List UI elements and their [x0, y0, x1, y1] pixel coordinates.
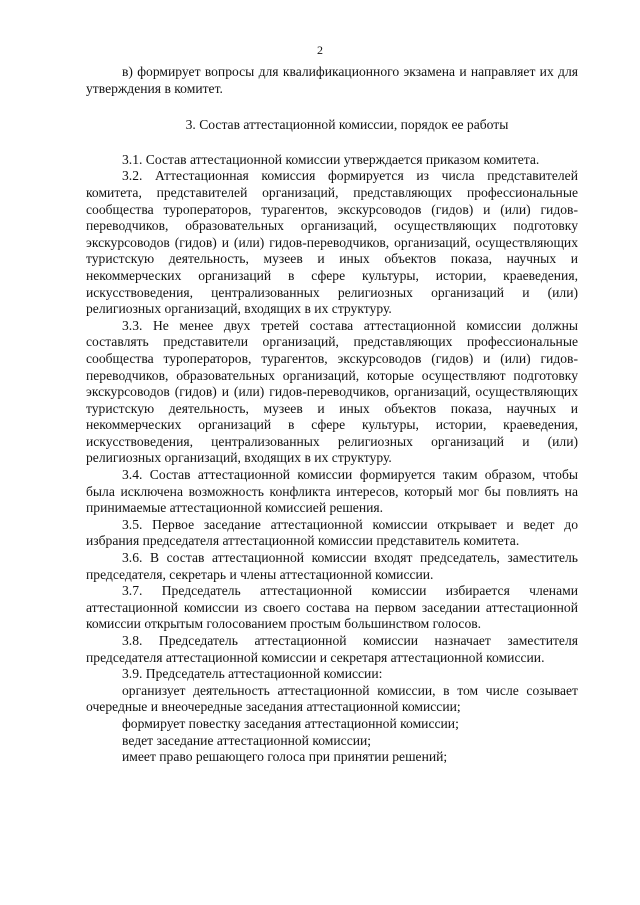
chairman-duty-item: организует деятельность аттестационной комиссии, в том числе созывает очередные и внеочередные заседания аттестационной комиссии;: [86, 682, 578, 715]
paragraph-3-7: 3.7. Председатель аттестационной комиссии избирается членами аттестационной комиссии из своего состава на первом заседании аттестационной комиссии открытым голосованием простым большинством голосов.: [86, 583, 578, 632]
chairman-duty-item: формирует повестку заседания аттестационной комиссии;: [122, 715, 459, 731]
paragraph-3-2: 3.2. Аттестационная комиссия формируется из числа представителей комитета, представителей организаций, представляющих профессиональные сообщества туроператоров, турагентов, экскурсоводов (гидов) и (или) гидов-переводчиков, образовательных организаций, осуществляющих подготовку экскурсоводов (гидов) и (или) гидов-переводчиков, организаций, осуществляющих туристскую деятельность, музеев и иных объектов показа, научных и некоммерческих организаций в сфере культуры, истории, краеведения, искусствоведения, централизованных религиозных организаций и (или) религиозных организаций, входящих в их структуру.: [86, 168, 578, 317]
paragraph-3-4: 3.4. Состав аттестационной комиссии формируется таким образом, чтобы была исключена возможность конфликта интересов, который мог бы повлиять на принимаемые аттестационной комиссией решения.: [86, 467, 578, 516]
page-number: 2: [317, 43, 323, 57]
document-body: [86, 64, 578, 766]
paragraph-3-5: 3.5. Первое заседание аттестационной комиссии открывает и ведет до избрания председателя аттестационной комиссии представитель комитета.: [86, 516, 578, 549]
intro-paragraph: в) формирует вопросы для квалификационного экзамена и направляет их для утверждения в комитет.: [86, 64, 578, 96]
paragraph-3-9: 3.9. Председатель аттестационной комиссии:: [122, 666, 383, 682]
section-heading: 3. Состав аттестационной комиссии, порядок ее работы: [185, 117, 509, 133]
chairman-duty-item: имеет право решающего голоса при принятии решений;: [122, 749, 448, 765]
paragraph-3-3: 3.3. Не менее двух третей состава аттестационной комиссии должны составлять представители организаций, представляющих профессиональные сообщества туроператоров, турагентов, экскурсоводов (гидов) и (или) гидов-переводчиков, образовательных организаций, которые осуществляют подготовку экскурсоводов (гидов) и (или) гидов-переводчиков, организаций, осуществляющих туристскую деятельность, музеев и иных объектов показа, научных и некоммерческих организаций в сфере культуры, истории, краеведения, искусствоведения, централизованных религиозных организаций и (или) религиозных организаций, входящих в их структуру.: [86, 317, 578, 466]
paragraph-3-6: 3.6. В состав аттестационной комиссии входят председатель, заместитель председателя, секретарь и члены аттестационной комиссии.: [86, 550, 578, 582]
paragraph-3-1: 3.1. Состав аттестационной комиссии утверждается приказом комитета.: [122, 151, 540, 167]
paragraph-3-8: 3.8. Председатель аттестационной комиссии назначает заместителя председателя аттестационной комиссии и секретаря аттестационной комиссии.: [86, 633, 578, 665]
chairman-duty-item: ведет заседание аттестационной комиссии;: [122, 732, 372, 748]
